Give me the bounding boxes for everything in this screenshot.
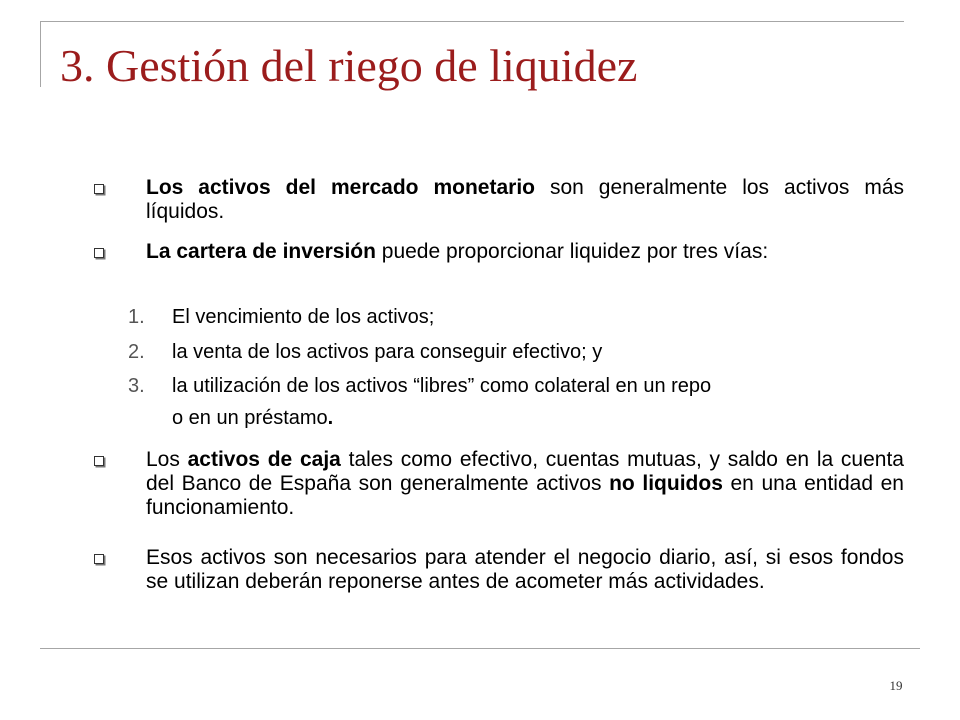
continuation-period: . <box>327 407 334 429</box>
bullet-daily-business <box>146 546 904 594</box>
numbered-item-2 <box>128 340 908 364</box>
item-text: la venta de los activos para conseguir efectivo; y <box>172 341 603 363</box>
bullet-text: en una entidad en funcionamiento. <box>146 472 904 519</box>
square-bullet-icon <box>94 456 104 466</box>
numbered-item-3 <box>128 374 908 398</box>
bullet-investment-portfolio <box>146 240 904 264</box>
numbered-item-1 <box>128 305 908 329</box>
bullet-text: Esos activos son necesarios para atender el negocio diario, así, si esos fondos se utilizan deberán reponerse antes de acometer más actividades. <box>146 546 904 593</box>
square-bullet-icon <box>94 248 104 258</box>
square-bullet-icon <box>94 554 104 564</box>
bullet-text: son generalmente los activos más líquidos. <box>146 176 905 223</box>
item-number: 3. <box>128 375 145 397</box>
continuation-text: o en un préstamo <box>172 407 328 429</box>
item-text: El vencimiento de los activos; <box>172 306 435 328</box>
bullet-money-market <box>146 176 904 224</box>
bullet-text: Los <box>146 448 188 471</box>
square-bullet-icon <box>94 184 104 194</box>
bullet-cash-assets <box>146 448 904 520</box>
page-number: 19 <box>889 678 903 693</box>
slide-title: 3. Gestión del riego de liquidez <box>60 40 638 91</box>
bullet-text-bold: La cartera de inversión <box>146 240 376 263</box>
bullet-text-bold: Los activos del mercado monetario <box>146 176 535 199</box>
bullet-text: tales como efectivo, cuentas mutuas, y saldo en la cuenta del Banco de España son generalmente activos <box>146 448 904 495</box>
numbered-item-3-continuation <box>172 406 333 430</box>
item-text: la utilización de los activos “libres” como colateral en un repo <box>172 375 712 397</box>
bottom-rule <box>40 648 920 649</box>
item-number: 1. <box>128 306 145 328</box>
bullet-text: puede proporcionar liquidez por tres vías: <box>375 240 769 263</box>
bullet-text-bold: no liquidos <box>609 472 723 495</box>
item-number: 2. <box>128 341 145 363</box>
bullet-text-bold: activos de caja <box>187 448 341 471</box>
